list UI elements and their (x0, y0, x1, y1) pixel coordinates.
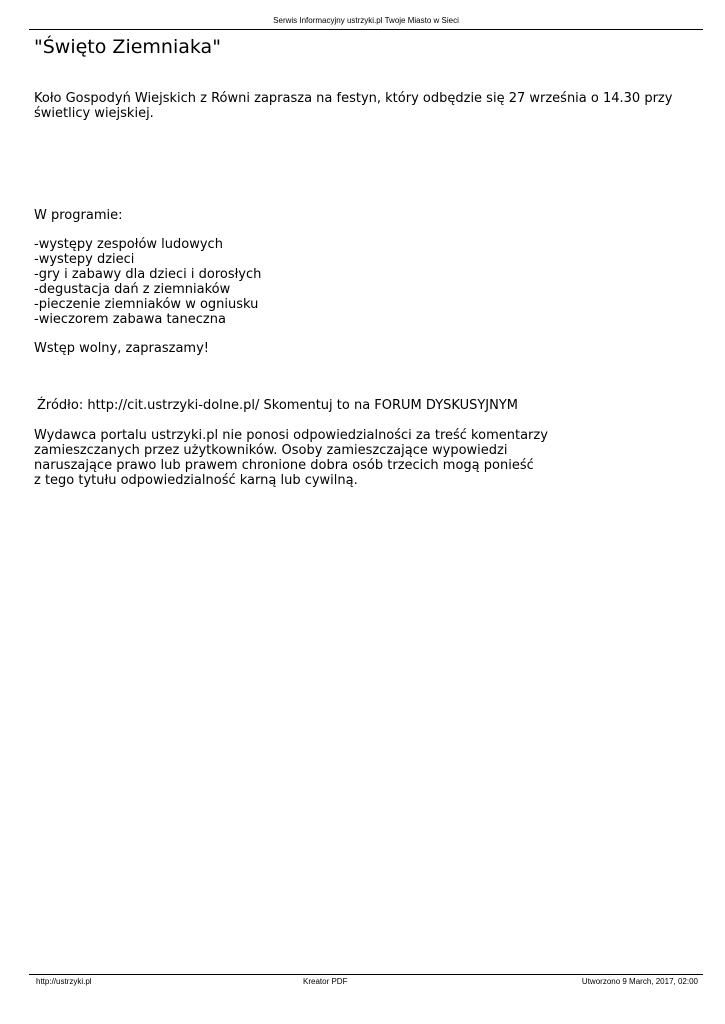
footer-url: http://ustrzyki.pl (36, 977, 92, 986)
footer-created-date: Utworzono 9 March, 2017, 02:00 (581, 977, 698, 986)
disclaimer-line: z tego tytułu odpowiedzialność karną lub cywilną. (34, 473, 358, 488)
program-item: -wystepy dzieci (34, 252, 135, 267)
running-header (29, 15, 703, 30)
source-link[interactable]: http://cit.ustrzyki-dolne.pl/ (87, 398, 260, 413)
intro-line: świetlicy wiejskiej. (34, 106, 154, 121)
forum-link[interactable]: FORUM DYSKUSYJNYM (374, 398, 518, 413)
intro-line: Koło Gospodyń Wiejskich z Równi zaprasza na festyn, który odbędzie się 27 września o 14.30 przy (34, 91, 673, 106)
comment-prefix: Skomentuj to na (259, 398, 375, 413)
article-title: "Święto Ziemniaka" (34, 36, 221, 58)
program-item: -pieczenie ziemniaków w ogniusku (34, 297, 259, 312)
intro-paragraph (34, 91, 694, 121)
disclaimer-line: Wydawca portalu ustrzyki.pl nie ponosi odpowiedzialności za treść komentarzy (34, 428, 548, 443)
disclaimer-line: zamieszczanych przez użytkowników. Osoby zamieszczające wypowiedzi (34, 443, 508, 458)
header-text: Serwis Informacyjny ustrzyki.pl Twoje Miasto w Sieci (273, 16, 459, 25)
disclaimer-line: naruszające prawo lub prawem chronione dobra osób trzecich mogą ponieść (34, 458, 534, 473)
source-line (37, 398, 697, 413)
program-list (34, 237, 694, 327)
disclaimer (34, 428, 694, 488)
program-item: -gry i zabawy dla dzieci i dorosłych (34, 267, 262, 282)
footer-generator: Kreator PDF (303, 977, 348, 986)
program-heading: W programie: (34, 208, 123, 223)
program-item: -degustacja dań z ziemniaków (34, 282, 231, 297)
running-footer (29, 974, 703, 989)
program-item: -wieczorem zabawa taneczna (34, 312, 226, 327)
closing-text: Wstęp wolny, zapraszamy! (34, 341, 209, 356)
source-prefix: Źródło: (37, 398, 88, 413)
program-item: -występy zespołów ludowych (34, 237, 223, 252)
